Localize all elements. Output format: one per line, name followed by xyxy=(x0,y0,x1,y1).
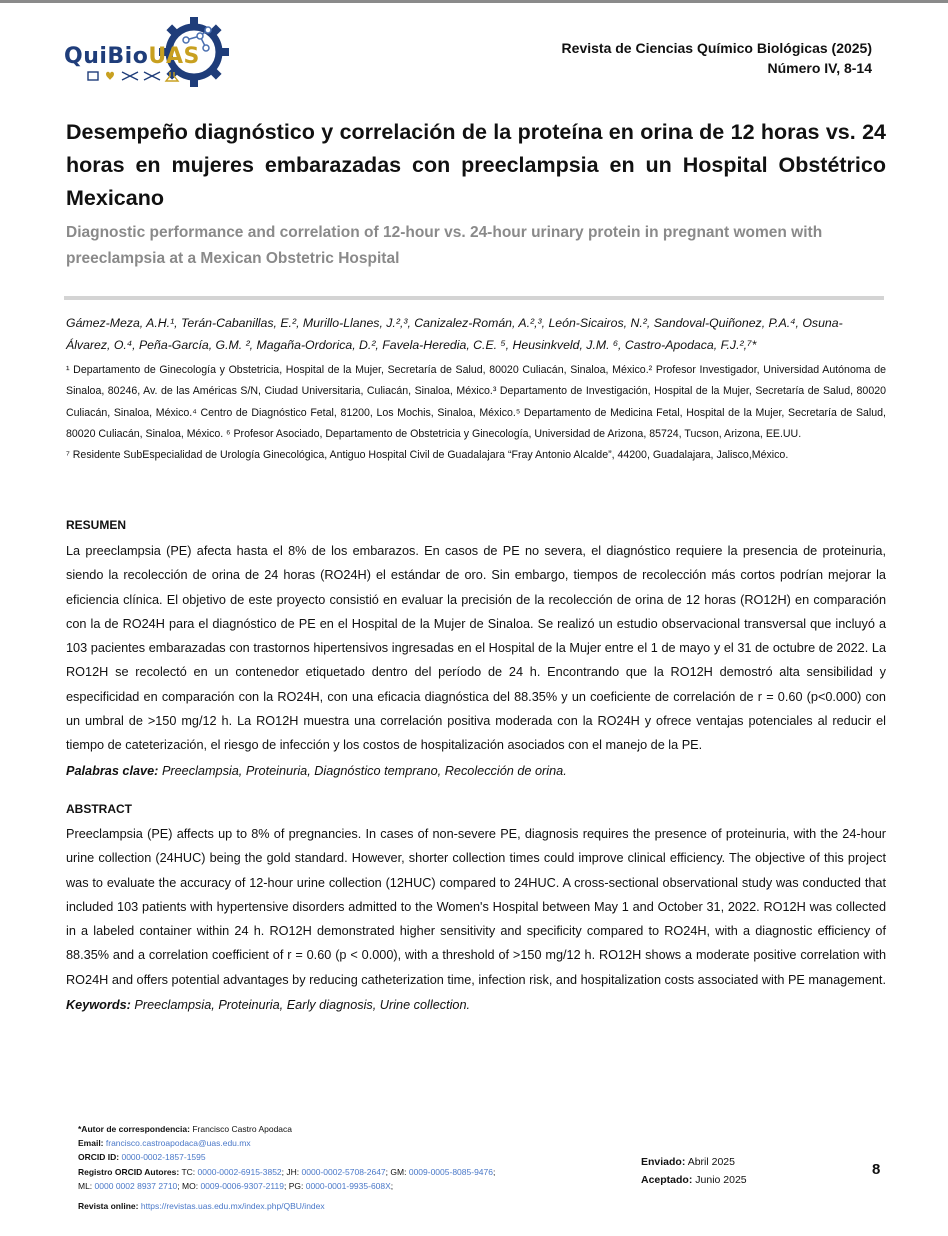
journal-logo xyxy=(64,18,234,90)
journal-header xyxy=(562,38,872,78)
accepted-line xyxy=(641,1171,747,1189)
sent-label: Enviado: xyxy=(641,1156,686,1168)
affiliation-7: ⁷ Residente SubEspecialidad de Urología Ginecológica, Antiguo Hospital Civil de Guadalajara “Fray Antonio Alcalde”, 44200, Guadalajara, Jalisco,México. xyxy=(66,449,789,462)
jh-label: JH: xyxy=(286,1166,300,1177)
resumen-keywords-label: Palabras clave: xyxy=(66,764,159,778)
orcid-line xyxy=(78,1150,638,1164)
abstract-body: Preeclampsia (PE) affects up to 8% of pregnancies. In cases of non-severe PE, diagnosis requires the presence of proteinuria, with the 24-hour urine collection (24HUC) being the gold standard. However, shorter collection times could improve clinical efficiency. The objective of this project was to evaluate the accuracy of 12-hour urine collection (12HUC) compared to 24HUC. A cross-sectional observational study was conducted that included 103 patients with hypertensive disorders admitted to the Women's Hospital between May 1 and October 31, 2022. RO12H was collected in a labeled container within 24 h. RO12H demonstrated higher sensitivity and specificity compared to RO24H, with a diagnostic efficiency of 88.35% and a correlation coefficient of r = 0.60 (p < 0.000), with a threshold of >150 mg/12 h. RO12H shows a moderate positive correlation with RO24H and offers potential advantages by reducing catheterization time, infection risk, and hospitalization costs associated with PE management. xyxy=(66,827,886,987)
resumen-heading: RESUMEN xyxy=(66,518,127,532)
orcid-tc-link[interactable]: 0000-0002-6915-3852 xyxy=(197,1166,282,1177)
corr-author-label: *Autor de correspondencia: xyxy=(78,1124,190,1134)
online-label: Revista online: xyxy=(78,1201,139,1212)
orcid-jh-link[interactable]: 0000-0002-5708-2647 xyxy=(301,1166,386,1177)
affiliations-1-6: ¹ Departamento de Ginecología y Obstetricia, Hospital de la Mujer, Secretaría de Salud, 80020 Culiacán, Sinaloa, México.² Profesor Investigador, Universidad Autónoma de Sinaloa, 80246, Av. de las Américas S/N, Ciudad Universitaria, Culiacán, Sinaloa, México.³ Departamento de Investigación, Hospital de la Mujer, Secretaría de Salud, 80020 Culiacán, Sinaloa, México.⁴ Centro de Diagnóstico Fetal, 81200, Los Mochis, Sinaloa, México.⁵ Departamento de Medicina Fetal, Hospital de la Mujer, Secretaría de Salud, 80020 Culiacán, Sinaloa, México. ⁶ Profesor Asociado, Departamento de Obstetricia y Ginecología, Universidad de Arizona, 85724, Tucson, Arizona, EE.UU. xyxy=(66,364,886,440)
orcid-link[interactable]: 0000-0002-1857-1595 xyxy=(121,1152,206,1163)
logo-wordmark xyxy=(64,44,200,69)
corr-author-name: Francisco Castro Apodaca xyxy=(192,1124,293,1134)
title-divider xyxy=(64,296,884,300)
abstract-keywords-text: Preeclampsia, Proteinuria, Early diagnosis, Urine collection. xyxy=(134,998,471,1012)
orcid-authors-line: Registro ORCID Autores: TC: 0000-0002-6915-3852; JH: 0000-0002-5708-2647; GM: 0009-0005-8085-9476; xyxy=(78,1166,496,1177)
submission-dates xyxy=(641,1153,747,1189)
email-label: Email: xyxy=(78,1138,104,1149)
orcid-gm-link[interactable]: 0009-0005-8085-9476 xyxy=(408,1166,493,1177)
accepted-label: Aceptado: xyxy=(641,1174,693,1186)
page-number: 8 xyxy=(872,1161,881,1178)
orcid-pg-link[interactable]: 0000-0001-9935-608X xyxy=(305,1180,391,1191)
science-symbols-icon xyxy=(86,70,196,82)
accepted-date: Junio 2025 xyxy=(695,1174,747,1186)
corr-author-line xyxy=(78,1122,638,1136)
abstract-keywords xyxy=(66,998,886,1012)
journal-issue: Número IV, 8-14 xyxy=(767,60,872,76)
mo-label: MO: xyxy=(182,1180,199,1191)
sent-line xyxy=(641,1153,747,1171)
abstract-keywords-label: Keywords: xyxy=(66,998,131,1012)
orcid-authors-label: Registro ORCID Autores: xyxy=(78,1166,180,1177)
affiliations xyxy=(66,360,886,466)
online-line xyxy=(78,1199,638,1213)
sent-date: Abril 2025 xyxy=(687,1156,735,1168)
article-subtitle: Diagnostic performance and correlation of 12-hour vs. 24-hour urinary protein in pregnant women with preeclampsia at a Mexican Obstetric Hospital xyxy=(66,224,823,267)
logo-text-uas: UAS xyxy=(148,44,200,69)
top-border xyxy=(0,0,948,3)
article-title: Desempeño diagnóstico y correlación de la proteína en orina de 12 horas vs. 24 horas en mujeres embarazadas con preeclampsia en un Hospital Obstétrico Mexicano xyxy=(66,120,886,210)
email-line xyxy=(78,1136,638,1150)
journal-name: Revista de Ciencias Químico Biológicas (2025) xyxy=(561,40,872,56)
correspondence-footer xyxy=(78,1122,638,1213)
orcid-label: ORCID ID: xyxy=(78,1152,120,1163)
ml-label: ML: xyxy=(78,1180,93,1191)
orcid-mo-link[interactable]: 0009-0006-9307-2119 xyxy=(200,1180,284,1191)
journal-url-link[interactable]: https://revistas.uas.edu.mx/index.php/QBU/index xyxy=(140,1201,325,1212)
orcid-authors-line-2: ML: 0000 0002 8937 2710; MO: 0009-0006-9307-2119; PG: 0000-0001-9935-608X; xyxy=(78,1180,394,1191)
pg-label: PG: xyxy=(288,1180,304,1191)
gm-label: GM: xyxy=(390,1166,407,1177)
resumen-keywords xyxy=(66,764,886,778)
orcid-ml-link[interactable]: 0000 0002 8937 2710 xyxy=(94,1180,178,1191)
resumen-body: La preeclampsia (PE) afecta hasta el 8% de los embarazos. En casos de PE no severa, el diagnóstico requiere la presencia de proteinuria, siendo la recolección de orina de 24 horas (RO24H) el estándar de oro. Sin embargo, tiempos de recolección más cortos podrían mejorar la eficiencia clínica. El objetivo de este proyecto consistió en evaluar la precisión de la recolección de orina de 12 horas (RO12H) en comparación con la de RO24H para el diagnóstico de PE en el Hospital de la Mujer de Sinaloa. Se realizó un estudio observacional transversal que incluyó a 103 pacientes embarazadas con trastornos hipertensivos ingresadas en el Hospital de la Mujer entre el 1 de mayo y el 31 de octubre de 2022. La RO12H se recolectó en un contenedor etiquetado dentro del período de 24 h. Encontrando que la RO12H demostró alta sensibilidad y especificidad en comparación con la RO24H, con una eficacia diagnóstica del 88.35% y un coeficiente de correlación de r = 0.60 (p<0.000) con un umbral de >150 mg/12 h. La RO12H muestra una correlación positiva moderada con la RO24H y ofrece ventajas potenciales al reducir el tiempo de cateterización, el riesgo de infección y los costos de hospitalización asociados con el manejo de la PE. xyxy=(66,544,886,753)
resumen-keywords-text: Preeclampsia, Proteinuria, Diagnóstico temprano, Recolección de orina. xyxy=(161,764,567,778)
author-list: Gámez-Meza, A.H.¹, Terán-Cabanillas, E.², Murillo-Llanes, J.²,³, Canizalez-Román, A.²,³, León-Sicairos, N.², Sandoval-Quiñonez, P.A.⁴, Osuna-Álvarez, O.⁴, Peña-García, G.M. ², Magaña-Ordorica, D.², Favela-Heredia, C.E. ⁵, Heusinkveld, J.M. ⁶, Castro-Apodaca, F.J.²,⁷* xyxy=(66,316,843,352)
tc-label: TC: xyxy=(181,1166,196,1177)
logo-text-quibio: QuiBio xyxy=(64,44,149,69)
abstract-heading: ABSTRACT xyxy=(66,802,132,816)
email-link[interactable]: francisco.castroapodaca@uas.edu.mx xyxy=(105,1138,251,1149)
